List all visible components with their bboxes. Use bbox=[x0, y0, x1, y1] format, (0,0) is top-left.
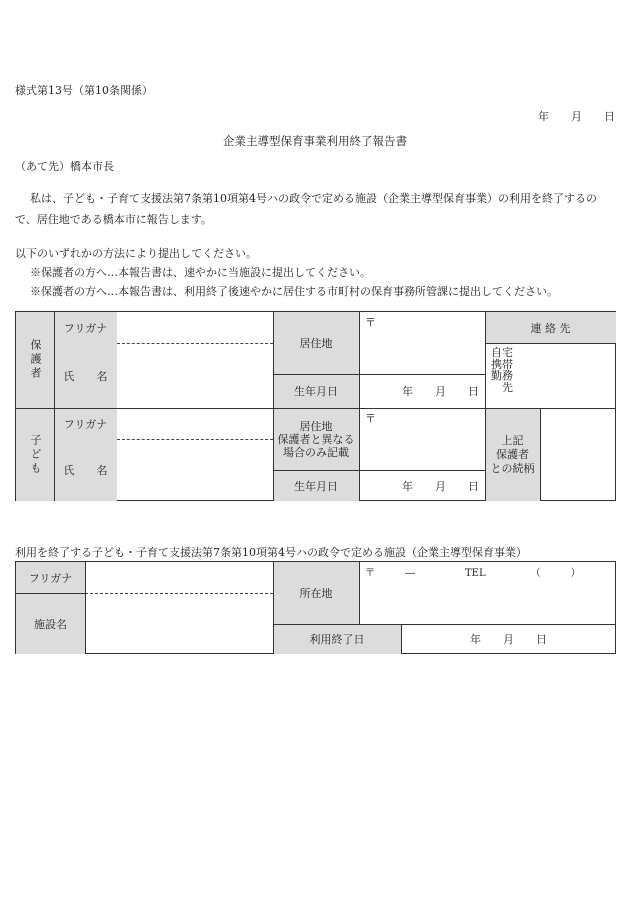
guardian-name-label: 氏 名 bbox=[54, 343, 117, 408]
grid-line bbox=[273, 374, 485, 375]
grid-line bbox=[273, 312, 274, 501]
grid-line bbox=[273, 624, 616, 625]
end-date-field[interactable]: 年 月 日 bbox=[470, 633, 547, 646]
grid-line bbox=[16, 593, 85, 594]
guardian-birthdate-label: 生年月日 bbox=[273, 374, 359, 408]
submission-instruction-2: ※保護者の方へ…本報告書は、利用終了後速やかに居住する市町村の保育事務所管課に提出してください。 bbox=[30, 285, 558, 298]
grid-line bbox=[85, 593, 273, 594]
submission-date: 年 月 日 bbox=[538, 110, 615, 123]
child-address-field[interactable] bbox=[359, 408, 485, 470]
child-furigana-label: フリガナ bbox=[54, 408, 117, 439]
child-residence-label: 居住地 保護者と異なる 場合のみ記載 bbox=[273, 408, 359, 470]
child-label: 子ども bbox=[16, 408, 54, 501]
grid-line bbox=[273, 562, 274, 654]
relationship-field[interactable] bbox=[540, 408, 616, 501]
guardian-birthdate-field[interactable]: 年 月 日 bbox=[402, 385, 479, 398]
grid-line bbox=[117, 343, 273, 344]
grid-line bbox=[117, 439, 273, 440]
guardian-name-field[interactable] bbox=[117, 343, 273, 408]
child-furigana-field[interactable] bbox=[117, 408, 273, 439]
relationship-label: 上記 保護者 との続柄 bbox=[485, 408, 540, 501]
guardian-residence-label: 居住地 bbox=[273, 312, 359, 374]
contact-field[interactable]: 自宅 携帯 勤務 先 bbox=[491, 346, 513, 394]
child-name-field[interactable] bbox=[117, 439, 273, 501]
grid-line bbox=[16, 408, 615, 409]
addressee: （あて先）橋本市長 bbox=[15, 160, 114, 173]
guardian-furigana-label: フリガナ bbox=[54, 312, 117, 343]
facility-section-title: 利用を終了する子ども・子育て支援法第7条第10項第4号ハの政令で定める施設（企業主導型保育事業） bbox=[15, 546, 527, 559]
guardian-furigana-field[interactable] bbox=[117, 312, 273, 343]
facility-name-label: 施設名 bbox=[16, 593, 85, 654]
grid-line bbox=[401, 624, 402, 654]
grid-line bbox=[54, 312, 55, 501]
facility-table bbox=[15, 561, 616, 654]
guardian-child-table bbox=[15, 311, 616, 501]
facility-furigana-field[interactable] bbox=[85, 562, 273, 593]
postal-mark: 〒 bbox=[365, 316, 376, 329]
form-number: 様式第13号（第10条関係） bbox=[15, 84, 153, 97]
grid-line bbox=[85, 562, 86, 654]
document-title: 企業主導型保育事業利用終了報告書 bbox=[223, 134, 407, 148]
end-date-label: 利用終了日 bbox=[273, 624, 401, 654]
facility-location-label: 所在地 bbox=[273, 562, 359, 624]
postal-mark-child: 〒 bbox=[365, 412, 376, 425]
child-name-label: 氏 名 bbox=[54, 439, 117, 501]
grid-line bbox=[485, 312, 486, 501]
child-birthdate-field[interactable]: 年 月 日 bbox=[402, 479, 479, 493]
facility-location-field[interactable]: 〒 ― TEL （ ） bbox=[365, 568, 581, 579]
grid-line bbox=[273, 470, 485, 471]
guardian-label: 保護者 bbox=[16, 312, 54, 408]
submission-instruction: 以下のいずれかの方法により提出してください。 bbox=[15, 247, 257, 260]
child-birthdate-label: 生年月日 bbox=[273, 470, 359, 501]
grid-line bbox=[540, 408, 541, 501]
grid-line bbox=[485, 343, 616, 344]
facility-name-field[interactable] bbox=[85, 593, 273, 654]
report-statement: 私は、子ども・子育て支援法第7条第10項第4号ハの政令で定める施設（企業主導型保育事業）の利用を終了するので、居住地である橋本市に報告します。 bbox=[15, 192, 597, 226]
facility-furigana-label: フリガナ bbox=[16, 562, 85, 593]
grid-line bbox=[359, 312, 360, 501]
guardian-address-field[interactable] bbox=[359, 312, 485, 374]
grid-line bbox=[359, 562, 360, 624]
contact-header: 連 絡 先 bbox=[485, 312, 616, 343]
submission-instruction-1: ※保護者の方へ…本報告書は、速やかに当施設に提出してください。 bbox=[30, 266, 371, 279]
